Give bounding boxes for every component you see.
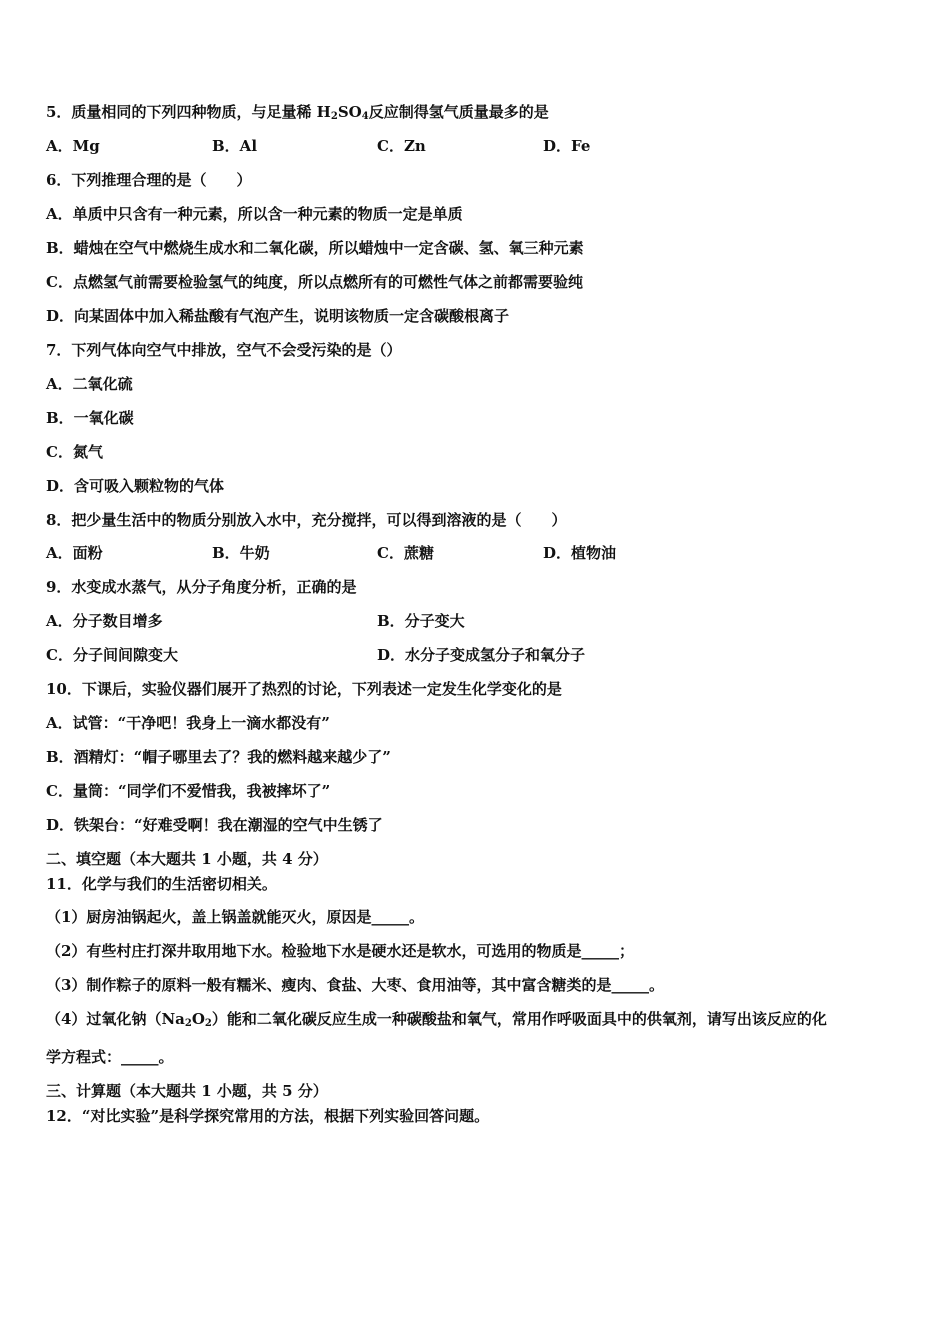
q7-option-a: A．二氧化硫: [46, 375, 133, 393]
q10-stem: 10．下课后，实验仪器们展开了热烈的讨论，下列表述一定发生化学变化的是: [46, 680, 562, 698]
q11-part-4-continued: 学方程式：_____。: [46, 1048, 174, 1066]
q6-option-b: B．蜡烛在空气中燃烧生成水和二氧化碳，所以蜡烛中一定含碳、氢、氧三种元素: [46, 239, 584, 257]
q5-options: [46, 135, 904, 157]
q9-option-c: C．分子间间隙变大: [46, 646, 178, 664]
q9-options-row1: [46, 610, 904, 632]
q9-option-d: D．水分子变成氢分子和氧分子: [377, 646, 586, 664]
q7-option-c: C．氮气: [46, 443, 103, 461]
section-heading-calculation: 三、计算题（本大题共 1 小题，共 5 分）: [46, 1082, 328, 1100]
q8-option-d: D．植物油: [543, 544, 617, 562]
q9-options-row2: [46, 644, 904, 666]
q9-option-b: B．分子变大: [377, 612, 465, 630]
q10-option-b: B．酒精灯：“帽子哪里去了？我的燃料越来越少了”: [46, 748, 391, 766]
q7-option-d: D．含可吸入颗粒物的气体: [46, 477, 225, 495]
q5-option-a: A．Mg: [46, 137, 100, 155]
q11-part-2: （2）有些村庄打深井取用地下水。检验地下水是硬水还是软水，可选用的物质是_____；: [46, 942, 634, 960]
q7-option-b: B．一氧化碳: [46, 409, 134, 427]
q9-option-a: A．分子数目增多: [46, 612, 163, 630]
q5-stem: 5．质量相同的下列四种物质，与足量稀 $H_2SO_4$反应制得氢气质量最多的是: [46, 103, 549, 122]
q8-options: [46, 542, 904, 564]
q10-option-c: C．量筒：“同学们不爱惜我，我被摔坏了”: [46, 782, 331, 800]
q11-part-4: （4）过氧化钠$(Na_2O_2)$能和二氧化碳反应生成一种碳酸盐和氧气，常用作呼吸面具中的供氧剂，请写出该反应的化: [46, 1010, 827, 1029]
q8-stem: 8．把少量生活中的物质分别放入水中，充分搅拌，可以得到溶液的是（ ）: [46, 511, 567, 529]
q12-stem: 12．“对比实验”是科学探究常用的方法，根据下列实验回答问题。: [46, 1107, 490, 1125]
q8-option-c: C．蔗糖: [377, 544, 434, 562]
q9-stem: 9．水变成水蒸气，从分子角度分析，正确的是: [46, 578, 357, 596]
q7-stem: 7．下列气体向空气中排放，空气不会受污染的是（）: [46, 341, 402, 359]
q8-option-a: A．面粉: [46, 544, 103, 562]
q10-option-a: A．试管：“干净吧！我身上一滴水都没有”: [46, 714, 330, 732]
q8-option-b: B．牛奶: [212, 544, 270, 562]
section-heading-fill-in: 二、填空题（本大题共 1 小题，共 4 分）: [46, 850, 328, 868]
q5-option-b: B．Al: [212, 137, 258, 155]
q6-option-c: C．点燃氢气前需要检验氢气的纯度，所以点燃所有的可燃性气体之前都需要验纯: [46, 273, 583, 291]
q11-part-3: （3）制作粽子的原料一般有糯米、瘦肉、食盐、大枣、食用油等，其中富含糖类的是_____。: [46, 976, 664, 994]
q5-option-c: C．Zn: [377, 137, 426, 155]
q6-stem: 6．下列推理合理的是（ ）: [46, 171, 252, 189]
q6-option-a: A．单质中只含有一种元素，所以含一种元素的物质一定是单质: [46, 205, 463, 223]
q10-option-d: D．铁架台：“好难受啊！我在潮湿的空气中生锈了: [46, 816, 383, 834]
q11-part-1: （1）厨房油锅起火，盖上锅盖就能灭火，原因是_____。: [46, 908, 424, 926]
q6-option-d: D．向某固体中加入稀盐酸有气泡产生，说明该物质一定含碳酸根离子: [46, 307, 510, 325]
q5-option-d: D．Fe: [543, 137, 591, 155]
q11-stem: 11．化学与我们的生活密切相关。: [46, 875, 277, 893]
